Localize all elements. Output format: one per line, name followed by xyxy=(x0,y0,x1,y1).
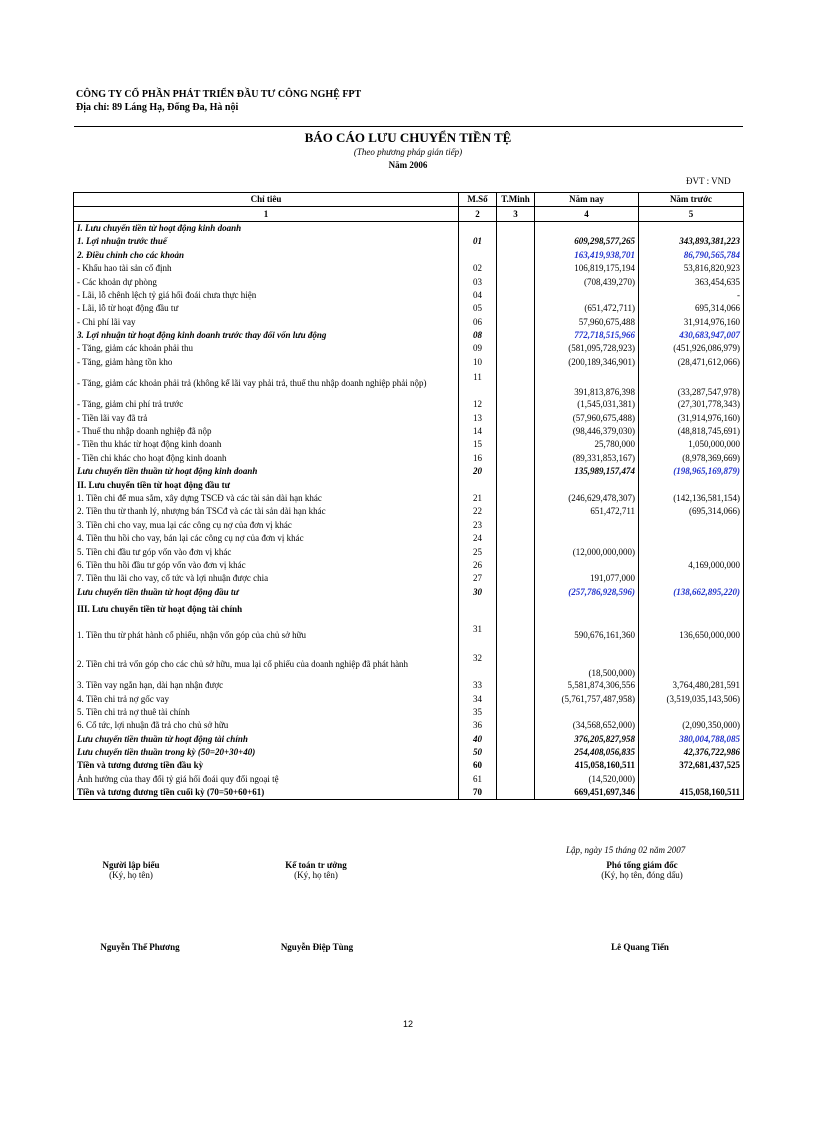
table-row xyxy=(74,679,744,692)
row-note xyxy=(497,425,535,438)
row-current-year: (5,761,757,487,958) xyxy=(535,692,639,705)
preparer-role: Người lập biểu xyxy=(102,860,160,870)
table-row xyxy=(74,706,744,719)
row-current-year xyxy=(535,221,639,235)
table-row xyxy=(74,621,744,650)
table-row xyxy=(74,275,744,288)
row-current-year: 254,408,056,835 xyxy=(535,746,639,759)
table-row xyxy=(74,249,744,262)
row-code: 22 xyxy=(459,505,497,518)
table-row xyxy=(74,452,744,465)
row-note xyxy=(497,316,535,329)
row-label: 1. Tiền thu từ phát hành cổ phiếu, nhận vốn góp của chủ sở hữu xyxy=(74,621,459,650)
row-previous-year: (198,965,169,879) xyxy=(639,465,744,478)
row-previous-year xyxy=(639,599,744,621)
row-previous-year: (3,519,035,143,506) xyxy=(639,692,744,705)
table-row xyxy=(74,356,744,369)
row-note xyxy=(497,692,535,705)
row-note xyxy=(497,621,535,650)
row-note xyxy=(497,532,535,545)
row-current-year xyxy=(535,519,639,532)
row-note xyxy=(497,599,535,621)
row-note xyxy=(497,249,535,262)
row-previous-year: (138,662,895,220) xyxy=(639,586,744,599)
table-row xyxy=(74,719,744,732)
row-current-year: 609,298,577,265 xyxy=(535,235,639,248)
row-code: 27 xyxy=(459,572,497,585)
row-code: 33 xyxy=(459,679,497,692)
row-note xyxy=(497,519,535,532)
row-note xyxy=(497,786,535,800)
row-label: - Tăng, giảm chi phí trả trước xyxy=(74,398,459,411)
row-note xyxy=(497,221,535,235)
row-code xyxy=(459,478,497,491)
row-current-year: (246,629,478,307) xyxy=(535,492,639,505)
row-previous-year: (8,978,369,669) xyxy=(639,452,744,465)
page-number: 12 xyxy=(402,1019,413,1029)
table-body xyxy=(74,221,744,800)
row-code xyxy=(459,221,497,235)
row-note xyxy=(497,706,535,719)
row-label: - Tăng, giảm các khoản phải thu xyxy=(74,342,459,355)
row-label: 3. Tiền vay ngắn hạn, dài hạn nhận được xyxy=(74,679,459,692)
row-current-year: (257,786,928,596) xyxy=(535,586,639,599)
row-current-year xyxy=(535,599,639,621)
row-previous-year: 1,050,000,000 xyxy=(639,438,744,451)
row-note xyxy=(497,262,535,275)
row-previous-year: (27,301,778,343) xyxy=(639,398,744,411)
row-label: - Lãi, lỗ chênh lệch tỷ giá hối đoái chưa thực hiện xyxy=(74,289,459,302)
table-header-row xyxy=(74,193,744,207)
preparer-signature xyxy=(86,860,176,880)
row-note xyxy=(497,411,535,424)
row-label: 3. Lợi nhuận từ hoạt động kinh doanh trước thay đổi vốn lưu động xyxy=(74,329,459,342)
row-current-year: 106,819,175,194 xyxy=(535,262,639,275)
row-current-year: (98,446,379,030) xyxy=(535,425,639,438)
row-code: 01 xyxy=(459,235,497,248)
table-row xyxy=(74,532,744,545)
table-row xyxy=(74,599,744,621)
report-method: (Theo phương pháp gián tiếp) xyxy=(353,147,463,157)
row-note xyxy=(497,505,535,518)
header-current-year: Năm nay xyxy=(535,193,639,207)
row-label: 5. Tiền chi đầu tư góp vốn vào đơn vị khác xyxy=(74,545,459,558)
table-row xyxy=(74,773,744,786)
table-row xyxy=(74,302,744,315)
row-previous-year: (142,136,581,154) xyxy=(639,492,744,505)
row-label: 2. Điều chỉnh cho các khoản xyxy=(74,249,459,262)
row-previous-year xyxy=(639,650,744,679)
row-label: III. Lưu chuyển tiền từ hoạt động tài chính xyxy=(74,599,459,621)
row-code: 60 xyxy=(459,759,497,772)
row-current-year: (57,960,675,488) xyxy=(535,411,639,424)
row-label: - Tiền chi khác cho hoạt động kinh doanh xyxy=(74,452,459,465)
row-label: Tiền và tương đương tiền đầu kỳ xyxy=(74,759,459,772)
row-current-year: (18,500,000) xyxy=(535,650,639,679)
header-divider xyxy=(74,126,743,127)
row-note xyxy=(497,719,535,732)
row-current-year: 651,472,711 xyxy=(535,505,639,518)
row-label: - Thuế thu nhập doanh nghiệp đã nộp xyxy=(74,425,459,438)
row-note xyxy=(497,478,535,491)
accountant-signature xyxy=(266,860,366,880)
row-label: 2. Tiền thu từ thanh lý, nhượng bán TSCđ và các tài sản dài hạn khác xyxy=(74,505,459,518)
row-note xyxy=(497,369,535,398)
row-note xyxy=(497,759,535,772)
table-row xyxy=(74,519,744,532)
row-current-year xyxy=(535,706,639,719)
row-previous-year: 86,790,565,784 xyxy=(639,249,744,262)
table-row xyxy=(74,369,744,398)
row-current-year: (89,331,853,167) xyxy=(535,452,639,465)
row-previous-year: 380,004,788,085 xyxy=(639,733,744,746)
row-previous-year: 42,376,722,986 xyxy=(639,746,744,759)
row-label: - Khấu hao tài sản cố định xyxy=(74,262,459,275)
table-row xyxy=(74,289,744,302)
row-label: - Chi phí lãi vay xyxy=(74,316,459,329)
table-row xyxy=(74,235,744,248)
preparer-name: Nguyễn Thế Phương xyxy=(100,942,180,952)
row-label: 1. Tiền chi để mua sắm, xây dựng TSCĐ và các tài sản dài hạn khác xyxy=(74,492,459,505)
table-row xyxy=(74,221,744,235)
row-label: 7. Tiền thu lãi cho vay, cổ tức và lợi nhuận được chia xyxy=(74,572,459,585)
row-note xyxy=(497,452,535,465)
row-current-year: 163,419,938,701 xyxy=(535,249,639,262)
table-row xyxy=(74,398,744,411)
company-address: Địa chỉ: 89 Láng Hạ, Đống Đa, Hà nội xyxy=(76,102,239,113)
row-current-year: (34,568,652,000) xyxy=(535,719,639,732)
row-code: 31 xyxy=(459,621,497,650)
table-row xyxy=(74,478,744,491)
row-label: Lưu chuyển tiền thuần từ hoạt động tài chính xyxy=(74,733,459,746)
header-number: 4 xyxy=(535,207,639,221)
row-code: 34 xyxy=(459,692,497,705)
report-title: BÁO CÁO LƯU CHUYỂN TIỀN TỆ xyxy=(304,130,512,145)
row-note xyxy=(497,650,535,679)
report-year: Năm 2006 xyxy=(388,160,428,170)
header-number: 5 xyxy=(639,207,744,221)
table-row xyxy=(74,329,744,342)
row-current-year: (708,439,270) xyxy=(535,275,639,288)
director-note: (Ký, họ tên, đóng dấu) xyxy=(601,870,683,880)
table-row xyxy=(74,572,744,585)
table-row xyxy=(74,505,744,518)
header-number: 3 xyxy=(497,207,535,221)
table-row xyxy=(74,692,744,705)
row-current-year: 415,058,160,511 xyxy=(535,759,639,772)
signature-date: Lập, ngày 15 tháng 02 năm 2007 xyxy=(566,845,686,855)
row-note xyxy=(497,329,535,342)
table-row xyxy=(74,316,744,329)
row-label: - Tiền lãi vay đã trả xyxy=(74,411,459,424)
table-header-numbers xyxy=(74,207,744,221)
header-code: M.Số xyxy=(459,193,497,207)
row-previous-year: 31,914,976,160 xyxy=(639,316,744,329)
row-previous-year: - xyxy=(639,289,744,302)
row-code: 61 xyxy=(459,773,497,786)
row-label: 2. Tiền chi trả vốn góp cho các chủ sở hữu, mua lại cổ phiếu của doanh nghiệp đã phát hành xyxy=(74,650,459,679)
row-code: 14 xyxy=(459,425,497,438)
currency-unit: ĐVT : VND xyxy=(686,176,731,186)
table-row xyxy=(74,465,744,478)
row-label: Lưu chuyển tiền thuần trong kỳ (50=20+30+40) xyxy=(74,746,459,759)
row-label: II. Lưu chuyển tiền từ hoạt động đầu tư xyxy=(74,478,459,491)
row-label: 6. Tiền thu hồi đầu tư góp vốn vào đơn vị khác xyxy=(74,559,459,572)
row-code: 23 xyxy=(459,519,497,532)
row-current-year xyxy=(535,289,639,302)
row-current-year: (200,189,346,901) xyxy=(535,356,639,369)
row-current-year: 391,813,876,398 xyxy=(535,369,639,398)
row-current-year xyxy=(535,478,639,491)
row-code: 32 xyxy=(459,650,497,679)
row-current-year: (14,520,000) xyxy=(535,773,639,786)
table-row xyxy=(74,425,744,438)
accountant-name: Nguyễn Điệp Tùng xyxy=(280,942,354,952)
row-code xyxy=(459,599,497,621)
row-code: 13 xyxy=(459,411,497,424)
row-current-year: (1,545,031,381) xyxy=(535,398,639,411)
header-previous-year: Năm trước xyxy=(639,193,744,207)
row-label: - Các khoản dự phòng xyxy=(74,275,459,288)
row-code: 20 xyxy=(459,465,497,478)
row-code: 04 xyxy=(459,289,497,302)
row-note xyxy=(497,356,535,369)
row-code: 11 xyxy=(459,369,497,398)
header-number: 1 xyxy=(74,207,459,221)
row-previous-year: (2,090,350,000) xyxy=(639,719,744,732)
row-code: 08 xyxy=(459,329,497,342)
row-code: 70 xyxy=(459,786,497,800)
table-row xyxy=(74,559,744,572)
row-note xyxy=(497,559,535,572)
row-previous-year: (48,818,745,691) xyxy=(639,425,744,438)
row-previous-year: 372,681,437,525 xyxy=(639,759,744,772)
table-row xyxy=(74,438,744,451)
row-previous-year: 53,816,820,923 xyxy=(639,262,744,275)
table-row xyxy=(74,746,744,759)
row-current-year: 57,960,675,488 xyxy=(535,316,639,329)
row-code: 26 xyxy=(459,559,497,572)
row-note xyxy=(497,275,535,288)
row-label: Tiền và tương đương tiền cuối kỳ (70=50+60+61) xyxy=(74,786,459,800)
row-current-year: (12,000,000,000) xyxy=(535,545,639,558)
row-code: 06 xyxy=(459,316,497,329)
row-current-year: 5,581,874,306,556 xyxy=(535,679,639,692)
table-row xyxy=(74,342,744,355)
row-previous-year xyxy=(639,773,744,786)
row-code xyxy=(459,249,497,262)
row-note xyxy=(497,586,535,599)
row-current-year xyxy=(535,559,639,572)
company-header xyxy=(76,88,361,114)
row-current-year: 191,077,000 xyxy=(535,572,639,585)
row-current-year: 376,205,827,958 xyxy=(535,733,639,746)
row-previous-year xyxy=(639,532,744,545)
row-previous-year xyxy=(639,545,744,558)
row-current-year: 669,451,697,346 xyxy=(535,786,639,800)
table-row xyxy=(74,492,744,505)
row-previous-year: (451,926,086,979) xyxy=(639,342,744,355)
row-previous-year: 343,893,381,223 xyxy=(639,235,744,248)
row-label: 4. Tiền chi trả nợ gốc vay xyxy=(74,692,459,705)
row-code: 15 xyxy=(459,438,497,451)
row-note xyxy=(497,235,535,248)
header-note: T.Minh xyxy=(497,193,535,207)
row-previous-year: (28,471,612,066) xyxy=(639,356,744,369)
row-note xyxy=(497,545,535,558)
row-current-year: 772,718,515,966 xyxy=(535,329,639,342)
row-label: I. Lưu chuyển tiền từ hoạt động kinh doanh xyxy=(74,221,459,235)
row-label: 3. Tiền chi cho vay, mua lại các công cụ nợ của đơn vị khác xyxy=(74,519,459,532)
table-row xyxy=(74,650,744,679)
row-previous-year xyxy=(639,572,744,585)
row-code: 40 xyxy=(459,733,497,746)
row-label: 5. Tiền chi trả nợ thuê tài chính xyxy=(74,706,459,719)
accountant-note: (Ký, họ tên) xyxy=(294,870,338,880)
table-row xyxy=(74,545,744,558)
table-row xyxy=(74,262,744,275)
row-current-year: (581,095,728,923) xyxy=(535,342,639,355)
row-previous-year: (31,914,976,160) xyxy=(639,411,744,424)
row-current-year: (651,472,711) xyxy=(535,302,639,315)
row-code: 35 xyxy=(459,706,497,719)
row-label: - Tăng, giảm các khoản phải trả (không kể lãi vay phải trả, thuế thu nhập doanh nghiệp phải nộp) xyxy=(74,369,459,398)
row-note xyxy=(497,572,535,585)
row-code: 02 xyxy=(459,262,497,275)
row-note xyxy=(497,773,535,786)
row-note xyxy=(497,302,535,315)
row-code: 10 xyxy=(459,356,497,369)
row-note xyxy=(497,465,535,478)
row-previous-year: 4,169,000,000 xyxy=(639,559,744,572)
row-label: Lưu chuyển tiền thuần từ hoạt động kinh doanh xyxy=(74,465,459,478)
row-previous-year: 363,454,635 xyxy=(639,275,744,288)
row-label: 6. Cổ tức, lợi nhuận đã trả cho chủ sở hữu xyxy=(74,719,459,732)
company-name: CÔNG TY CỔ PHẦN PHÁT TRIỂN ĐẦU TƯ CÔNG NGHỆ FPT xyxy=(76,89,362,100)
row-note xyxy=(497,398,535,411)
accountant-role: Kế toán tr ưởng xyxy=(285,860,347,870)
row-label: - Tiền thu khác từ hoạt động kinh doanh xyxy=(74,438,459,451)
row-current-year xyxy=(535,532,639,545)
row-code: 24 xyxy=(459,532,497,545)
row-code: 12 xyxy=(459,398,497,411)
row-previous-year: 695,314,066 xyxy=(639,302,744,315)
row-code: 36 xyxy=(459,719,497,732)
header-number: 2 xyxy=(459,207,497,221)
row-note xyxy=(497,733,535,746)
row-note xyxy=(497,438,535,451)
row-previous-year: 3,764,480,281,591 xyxy=(639,679,744,692)
preparer-note: (Ký, họ tên) xyxy=(109,870,153,880)
director-signature xyxy=(572,860,712,880)
row-label: - Tăng, giảm hàng tồn kho xyxy=(74,356,459,369)
row-note xyxy=(497,679,535,692)
row-previous-year: (33,287,547,978) xyxy=(639,369,744,398)
director-name: Lê Quang Tiến xyxy=(611,942,669,952)
row-previous-year xyxy=(639,706,744,719)
row-code: 03 xyxy=(459,275,497,288)
row-note xyxy=(497,289,535,302)
row-code: 21 xyxy=(459,492,497,505)
row-current-year: 25,780,000 xyxy=(535,438,639,451)
row-code: 30 xyxy=(459,586,497,599)
row-previous-year xyxy=(639,478,744,491)
row-code: 50 xyxy=(459,746,497,759)
row-previous-year: (695,314,066) xyxy=(639,505,744,518)
director-role: Phó tổng giám đốc xyxy=(606,860,678,870)
row-previous-year: 430,683,947,007 xyxy=(639,329,744,342)
row-code: 16 xyxy=(459,452,497,465)
row-code: 05 xyxy=(459,302,497,315)
row-previous-year: 415,058,160,511 xyxy=(639,786,744,800)
row-note xyxy=(497,342,535,355)
table-row xyxy=(74,786,744,800)
row-current-year: 590,676,161,360 xyxy=(535,621,639,650)
row-label: 4. Tiền thu hồi cho vay, bán lại các công cụ nợ của đơn vị khác xyxy=(74,532,459,545)
row-label: Lưu chuyển tiền thuần từ hoạt động đầu tư xyxy=(74,586,459,599)
row-code: 25 xyxy=(459,545,497,558)
table-row xyxy=(74,733,744,746)
row-previous-year xyxy=(639,221,744,235)
header-indicator: Chỉ tiêu xyxy=(74,193,459,207)
row-previous-year xyxy=(639,519,744,532)
table-row xyxy=(74,759,744,772)
table-row xyxy=(74,586,744,599)
row-label: 1. Lợi nhuận trước thuế xyxy=(74,235,459,248)
row-note xyxy=(497,492,535,505)
row-code: 09 xyxy=(459,342,497,355)
cash-flow-table xyxy=(73,192,744,800)
row-label: Ảnh hưởng của thay đổi tỷ giá hối đoái quy đổi ngoại tệ xyxy=(74,773,459,786)
table-row xyxy=(74,411,744,424)
row-label: - Lãi, lỗ từ hoạt động đầu tư xyxy=(74,302,459,315)
row-previous-year: 136,650,000,000 xyxy=(639,621,744,650)
row-note xyxy=(497,746,535,759)
row-current-year: 135,989,157,474 xyxy=(535,465,639,478)
